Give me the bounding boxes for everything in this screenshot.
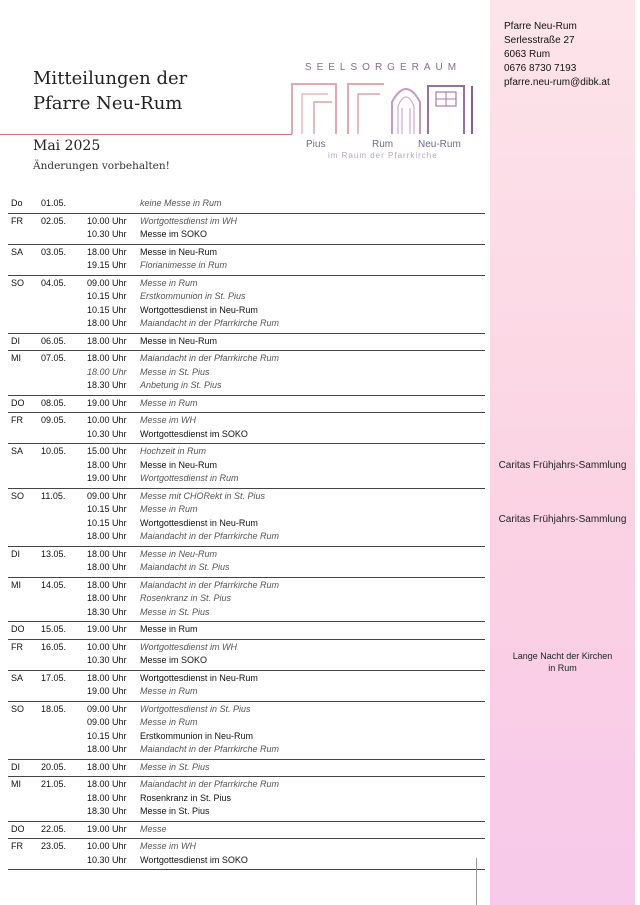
event-name: Rosenkranz in St. Pius — [140, 593, 232, 603]
schedule-row — [8, 685, 485, 699]
date: 01.05. — [41, 198, 67, 208]
schedule-row — [8, 854, 485, 868]
weekday: DI — [11, 335, 20, 346]
contact-city: 6063 Rum — [504, 49, 551, 60]
event-time: 19.00 Uhr — [87, 397, 127, 408]
schedule-row — [8, 472, 485, 486]
schedule-day-group — [8, 640, 485, 671]
event-time: 10.15 Uhr — [87, 517, 127, 528]
logo-name-neu-rum: Neu-Rum — [418, 139, 461, 150]
event-name: Messe in St. Pius — [140, 606, 210, 617]
schedule-day-group — [8, 622, 485, 640]
caritas-note-1: Caritas Frühjahrs-Sammlung — [498, 460, 627, 471]
event-name: Messe in Neu-Rum — [140, 246, 218, 257]
event-time: 18.00 Uhr — [87, 792, 127, 803]
schedule-row — [8, 743, 485, 757]
date: 02.05. — [41, 215, 67, 226]
event-time: 18.30 Uhr — [87, 380, 127, 390]
date: 16.05. — [41, 641, 67, 652]
event-name: Messe in St. Pius — [140, 761, 210, 772]
schedule-row — [8, 290, 485, 304]
schedule-row — [8, 703, 485, 717]
schedule-day-group — [8, 839, 485, 870]
schedule-day-group — [8, 760, 485, 778]
schedule-day-group — [8, 822, 485, 840]
event-time: 18.00 Uhr — [87, 593, 127, 603]
lange-nacht-line2: in Rum — [548, 663, 577, 673]
schedule-row — [8, 792, 485, 806]
event-name: Maiandacht in der Pfarrkirche Rum — [140, 744, 280, 754]
event-name: Rosenkranz in St. Pius — [140, 792, 232, 803]
weekday: Do — [11, 198, 23, 208]
schedule-row — [8, 259, 485, 273]
schedule-row — [8, 317, 485, 331]
weekday: FR — [11, 641, 23, 652]
event-name: Messe in Rum — [140, 277, 198, 288]
weekday: FR — [11, 215, 23, 226]
date: 21.05. — [41, 779, 67, 789]
contact-phone: 0676 8730 7193 — [504, 63, 577, 74]
schedule-day-group — [8, 777, 485, 822]
schedule-day-group — [8, 671, 485, 702]
weekday: SO — [11, 277, 25, 288]
event-time: 18.00 Uhr — [87, 548, 127, 559]
event-name: Maiandacht in der Pfarrkirche Rum — [140, 779, 280, 789]
event-name: Messe in Rum — [140, 686, 198, 696]
event-name: Messe in St. Pius — [140, 366, 210, 377]
schedule-row — [8, 366, 485, 380]
event-time: 10.00 Uhr — [87, 641, 127, 652]
event-name: Wortgottesdienst in Rum — [140, 473, 239, 483]
schedule-row — [8, 672, 485, 686]
schedule-row — [8, 623, 485, 637]
weekday: DO — [11, 624, 25, 634]
event-time: 10.30 Uhr — [87, 428, 127, 439]
schedule-day-group — [8, 334, 485, 352]
schedule-day-group — [8, 351, 485, 396]
event-name: Messe in Rum — [140, 624, 198, 634]
bottom-divider — [476, 858, 477, 905]
schedule-day-group — [8, 489, 485, 547]
logo-name-pius: Pius — [306, 139, 326, 150]
date: 17.05. — [41, 672, 67, 683]
date: 22.05. — [41, 823, 67, 834]
caritas-note-2: Caritas Frühjahrs-Sammlung — [498, 514, 627, 525]
event-name: Maiandacht in der Pfarrkirche Rum — [140, 353, 280, 363]
weekday: MI — [11, 779, 21, 789]
logo-subline: im Raum der Pfarrkirche — [328, 151, 438, 160]
schedule-row — [8, 490, 485, 504]
event-time: 18.00 Uhr — [87, 531, 127, 541]
schedule-row — [8, 246, 485, 260]
event-time: 15.00 Uhr — [87, 446, 127, 456]
schedule-row — [8, 805, 485, 819]
event-time: 18.00 Uhr — [87, 318, 127, 328]
event-time: 18.00 Uhr — [87, 779, 127, 789]
lange-nacht-line1: Lange Nacht der Kirchen — [512, 651, 613, 661]
event-name: Messe in Rum — [140, 397, 198, 408]
event-time: 18.00 Uhr — [87, 366, 127, 377]
schedule-row — [8, 414, 485, 428]
schedule-row — [8, 445, 485, 459]
event-name: Messe in Neu-Rum — [140, 335, 218, 346]
event-name: Messe im SOKO — [140, 229, 208, 239]
schedule-row — [8, 352, 485, 366]
event-name: Wortgottesdienst in Neu-Rum — [140, 304, 258, 315]
schedule-day-group — [8, 578, 485, 623]
event-name: Maiandacht in der Pfarrkirche Rum — [140, 318, 280, 328]
event-time: 18.00 Uhr — [87, 744, 127, 754]
event-time: 18.00 Uhr — [87, 335, 127, 346]
event-name: Erstkommunion in St. Pius — [140, 291, 246, 301]
date: 04.05. — [41, 277, 67, 288]
date: 15.05. — [41, 624, 67, 634]
event-name: Wortgottesdienst in Neu-Rum — [140, 672, 258, 683]
schedule-row — [8, 579, 485, 593]
date: 18.05. — [41, 703, 67, 714]
weekday: FR — [11, 841, 23, 851]
seelsorgeraum-logo — [288, 62, 483, 160]
schedule-row — [8, 228, 485, 242]
schedule-row — [8, 778, 485, 792]
weekday: MI — [11, 353, 21, 363]
event-time: 10.00 Uhr — [87, 415, 127, 425]
date: 14.05. — [41, 579, 67, 590]
event-name: Wortgottesdienst in St. Pius — [140, 703, 251, 714]
event-time: 18.00 Uhr — [87, 246, 127, 257]
schedule-row — [8, 335, 485, 349]
event-time: 18.30 Uhr — [87, 806, 127, 816]
event-name: Messe in St. Pius — [140, 806, 210, 816]
schedule-row — [8, 592, 485, 606]
schedule-row — [8, 716, 485, 730]
event-name: Florianimesse in Rum — [140, 260, 228, 270]
event-time: 18.00 Uhr — [87, 579, 127, 590]
schedule-row — [8, 730, 485, 744]
event-name: Maiandacht in der Pfarrkirche Rum — [140, 579, 280, 590]
event-name: Maiandacht in der Pfarrkirche Rum — [140, 531, 280, 541]
event-time: 19.15 Uhr — [87, 260, 127, 270]
date: 13.05. — [41, 548, 67, 559]
changes-note: Änderungen vorbehalten! — [33, 160, 170, 172]
event-name: Messe in Neu-Rum — [140, 459, 218, 470]
schedule-row — [8, 277, 485, 291]
event-name: Wortgottesdienst in Neu-Rum — [140, 517, 258, 528]
weekday: SA — [11, 246, 24, 257]
mass-schedule — [8, 196, 485, 870]
event-name: Messe mit CHORekt in St. Pius — [140, 490, 266, 501]
event-name: Wortgottesdienst im SOKO — [140, 854, 248, 865]
logo-wordmark: SEELSORGERAUM — [304, 62, 462, 73]
date: 11.05. — [41, 490, 66, 501]
event-time: 18.30 Uhr — [87, 606, 127, 617]
schedule-row — [8, 517, 485, 531]
event-name: Hochzeit in Rum — [140, 446, 207, 456]
contact-sidebar — [490, 0, 635, 905]
date: 10.05. — [41, 446, 67, 456]
schedule-row — [8, 641, 485, 655]
page-title — [33, 66, 187, 116]
event-name: Wortgottesdienst im WH — [140, 215, 238, 226]
date: 07.05. — [41, 353, 67, 363]
event-name: Anbetung in St. Pius — [140, 380, 222, 390]
schedule-row — [8, 397, 485, 411]
lange-nacht-note — [490, 650, 635, 674]
event-time: 10.30 Uhr — [87, 655, 127, 665]
schedule-day-group — [8, 702, 485, 760]
weekday: FR — [11, 415, 23, 425]
date: 06.05. — [41, 335, 67, 346]
schedule-row — [8, 428, 485, 442]
weekday: SO — [11, 703, 25, 714]
event-time: 09.00 Uhr — [87, 703, 127, 714]
event-time: 18.00 Uhr — [87, 353, 127, 363]
date: 09.05. — [41, 415, 67, 425]
event-time: 19.00 Uhr — [87, 823, 127, 834]
contact-email: pfarre.neu-rum@dibk.at — [504, 77, 610, 88]
event-name: Messe in Rum — [140, 504, 198, 514]
title-line-1: Mitteilungen der — [33, 68, 188, 89]
schedule-row — [8, 530, 485, 544]
schedule-row — [8, 606, 485, 620]
event-time: 10.30 Uhr — [87, 854, 127, 865]
contact-address — [504, 20, 610, 90]
event-time: 19.00 Uhr — [87, 624, 127, 634]
schedule-day-group — [8, 444, 485, 489]
schedule-day-group — [8, 276, 485, 334]
weekday: DI — [11, 761, 20, 772]
event-time: 09.00 Uhr — [87, 490, 127, 501]
event-time: 10.15 Uhr — [87, 504, 127, 514]
event-time: 18.00 Uhr — [87, 761, 127, 772]
event-time: 10.15 Uhr — [87, 291, 127, 301]
schedule-day-group — [8, 413, 485, 444]
event-time: 09.00 Uhr — [87, 277, 127, 288]
weekday: SO — [11, 490, 25, 501]
date: 03.05. — [41, 246, 67, 257]
event-time: 10.30 Uhr — [87, 229, 127, 239]
event-name: Maiandacht in St. Pius — [140, 562, 230, 572]
schedule-day-group — [8, 196, 485, 214]
schedule-row — [8, 823, 485, 837]
event-time: 19.00 Uhr — [87, 473, 127, 483]
event-name: Wortgottesdienst im WH — [140, 641, 238, 652]
schedule-row — [8, 503, 485, 517]
weekday: DO — [11, 823, 25, 834]
schedule-day-group — [8, 245, 485, 276]
month-heading: Mai 2025 — [33, 138, 101, 154]
schedule-row — [8, 548, 485, 562]
schedule-row — [8, 197, 485, 211]
weekday: DO — [11, 397, 25, 408]
schedule-row — [8, 761, 485, 775]
event-name: Messe im WH — [140, 415, 196, 425]
weekday: SA — [11, 446, 24, 456]
date: 23.05. — [41, 841, 67, 851]
schedule-day-group — [8, 214, 485, 245]
event-time: 09.00 Uhr — [87, 717, 127, 727]
event-time: 10.15 Uhr — [87, 730, 127, 741]
event-time: 18.00 Uhr — [87, 562, 127, 572]
schedule-row — [8, 215, 485, 229]
event-name: Messe in Neu-Rum — [140, 548, 218, 559]
event-time: 10.00 Uhr — [87, 215, 127, 226]
schedule-day-group — [8, 396, 485, 414]
schedule-row — [8, 304, 485, 318]
weekday: MI — [11, 579, 21, 590]
event-name: Messe im WH — [140, 841, 196, 851]
weekday: SA — [11, 672, 24, 683]
date: 20.05. — [41, 761, 67, 772]
schedule-row — [8, 840, 485, 854]
schedule-row — [8, 459, 485, 473]
title-underline — [0, 134, 292, 135]
logo-name-rum: Rum — [372, 139, 394, 150]
date: 08.05. — [41, 397, 67, 408]
event-name: Erstkommunion in Neu-Rum — [140, 730, 254, 741]
event-name: Messe — [140, 823, 167, 834]
event-time: 10.00 Uhr — [87, 841, 127, 851]
event-time: 18.00 Uhr — [87, 672, 127, 683]
schedule-day-group — [8, 547, 485, 578]
event-name: Wortgottesdienst im SOKO — [140, 428, 248, 439]
contact-street: Serlesstraße 27 — [504, 35, 575, 46]
event-time: 10.15 Uhr — [87, 304, 127, 315]
event-time: 19.00 Uhr — [87, 686, 127, 696]
schedule-row — [8, 654, 485, 668]
event-name: Messe im SOKO — [140, 655, 208, 665]
event-time: 18.00 Uhr — [87, 459, 127, 470]
contact-name: Pfarre Neu-Rum — [504, 21, 577, 32]
schedule-row — [8, 561, 485, 575]
title-line-2: Pfarre Neu-Rum — [33, 93, 183, 114]
weekday: DI — [11, 548, 20, 559]
event-name: Messe in Rum — [140, 717, 198, 727]
event-name: keine Messe in Rum — [140, 198, 222, 208]
schedule-row — [8, 379, 485, 393]
